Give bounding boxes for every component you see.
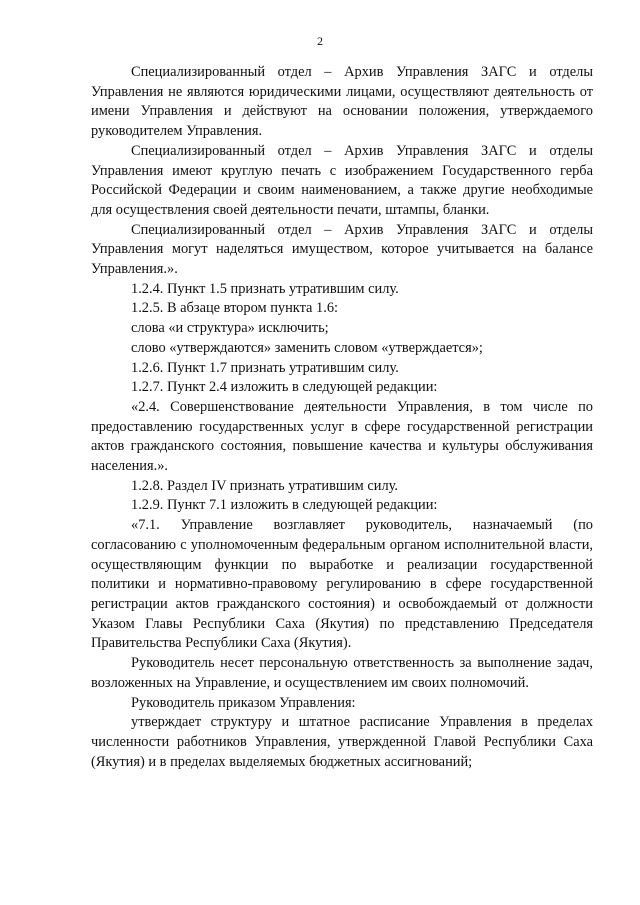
document-body — [91, 63, 593, 772]
paragraph: 1.2.7. Пункт 2.4 изложить в следующей редакции: — [131, 379, 438, 396]
paragraph: 1.2.4. Пункт 1.5 признать утратившим силу. — [131, 280, 399, 297]
paragraph: «2.4. Совершенствование деятельности Управления, в том числе по предоставлению государственных услуг в сфере государственной регистрации актов гражданского состояния, повышение качества и культуры обслуживания населения.». — [91, 398, 593, 475]
paragraph: 1.2.8. Раздел IV признать утратившим силу. — [131, 477, 399, 494]
paragraph: Специализированный отдел – Архив Управления ЗАГС и отделы Управления имеют круглую печать с изображением Государственного герба Российской Федерации и своим наименованием, а также другие необходимые для осуществления своей деятельности печати, штампы, бланки. — [91, 142, 593, 218]
paragraph: слово «утверждаются» заменить словом «утверждается»; — [131, 339, 483, 356]
paragraph: Специализированный отдел – Архив Управления ЗАГС и отделы Управления не являются юридическими лицами, осуществляют деятельность от имени Управления и действуют на основании положения, утверждаемого руководителем Управления. — [91, 64, 593, 140]
paragraph: Специализированный отдел – Архив Управления ЗАГС и отделы Управления могут наделяться имуществом, которое учитывается на балансе Управления.». — [91, 221, 593, 278]
paragraph: 1.2.6. Пункт 1.7 признать утратившим силу. — [131, 359, 399, 376]
page-number: 2 — [317, 34, 323, 48]
paragraph: утверждает структуру и штатное расписание Управления в пределах численности работников Управления, утвержденной Главой Республики Саха (Якутия) и в пределах выделяемых бюджетных ассигнований; — [91, 714, 593, 770]
paragraph: 1.2.5. В абзаце втором пункта 1.6: — [131, 300, 339, 317]
paragraph: 1.2.9. Пункт 7.1 изложить в следующей редакции: — [131, 497, 438, 514]
paragraph: Руководитель несет персональную ответственность за выполнение задач, возложенных на Управление, и осуществлением им своих полномочий. — [91, 655, 593, 691]
paragraph: Руководитель приказом Управления: — [131, 694, 356, 711]
paragraph: слова «и структура» исключить; — [131, 320, 329, 337]
paragraph: «7.1. Управление возглавляет руководитель, назначаемый (по согласованию с уполномоченным федеральным органом исполнительной власти, осуществляющим функции по выработке и реализации государственной политики и нормативно-правовому регулированию в сфере государственной регистрации актов гражданского состояния) и освобождаемый от должности Указом Главы Республики Саха (Якутия) по представлению Председателя Правительства Республики Саха (Якутия). — [91, 517, 593, 652]
